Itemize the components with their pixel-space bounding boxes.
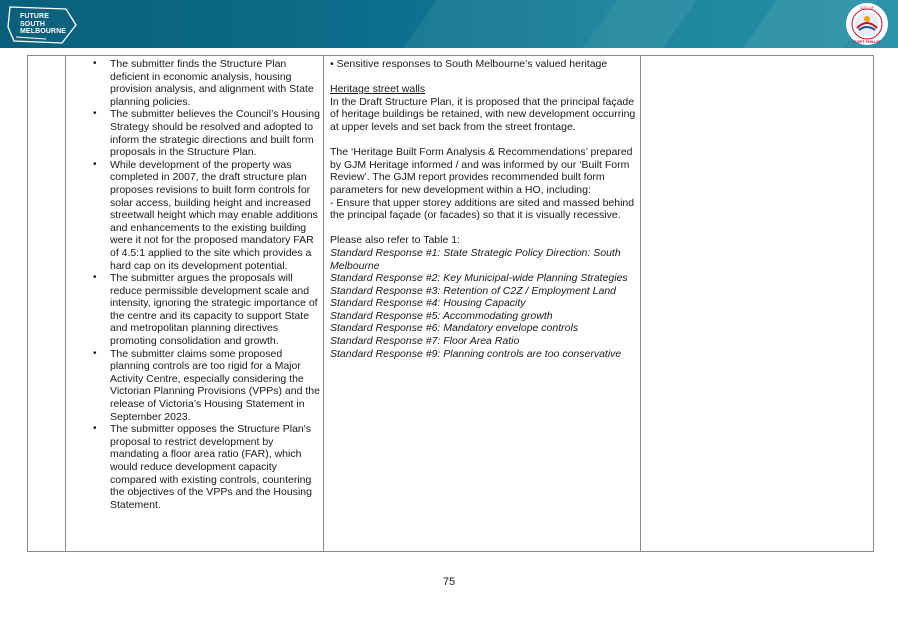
response-paragraph: The ‘Heritage Built Form Analysis & Recommendations’ prepared by GJM Heritage informed / and was informed by our ‘Built Form Review’. The GJM report provides recommended built form parameters for new development within a HO, including: <box>330 146 633 196</box>
column-divider <box>640 56 641 551</box>
list-item: • The submitter believes the Council’s Housing Strategy should be resolved and adopted to inform the strategic directions and built form proposals in the Structure Plan. <box>93 108 320 159</box>
standard-response-item: Standard Response #9: Planning controls are too conservative <box>330 347 622 360</box>
response-heritage-line: • Sensitive responses to South Melbourne’s valued heritage <box>330 58 608 70</box>
list-item: • The submitter claims some proposed planning controls are too rigid for a Major Activity Centre, especially considering the Victorian Planning Provisions (VPPs) and the release of Victoria’s Housing Statement in September 2023. <box>93 347 320 423</box>
officer-response-cell <box>330 58 640 360</box>
standard-response-item: Standard Response #7: Floor Area Ratio <box>330 335 520 348</box>
svg-text:CITY OF: CITY OF <box>859 6 875 10</box>
list-item: • While development of the property was completed in 2007, the draft structure plan proposes revisions to built form controls for solar access, building height and increased streetwall height which may enable additions and enhancements to the existing building were it not for the proposed mandatory FAR of 4.5:1 applied to the site which provides a hard cap on its development potential. <box>93 158 318 272</box>
response-paragraph: In the Draft Structure Plan, it is proposed that the principal façade of heritage buildings be retained, with new development occurring at upper levels and set back from the street frontage. <box>330 95 636 133</box>
svg-text:PORT PHILLIP: PORT PHILLIP <box>853 40 881 44</box>
heritage-street-walls-heading: Heritage street walls <box>330 83 426 96</box>
column-divider <box>323 56 324 551</box>
standard-response-item: Standard Response #4: Housing Capacity <box>330 297 526 310</box>
list-item: • The submitter finds the Structure Plan deficient in economic analysis, housing provision analysis, and alignment with State planning policies. <box>93 58 314 108</box>
submission-table <box>27 55 874 552</box>
response-paragraph: - Ensure that upper storey additions are sited and massed behind the principal façade (or facades) so that it is visually recessive. <box>330 196 635 222</box>
header-banner <box>0 0 898 48</box>
standard-response-item: Standard Response #6: Mandatory envelope controls <box>330 322 579 335</box>
logo-wordmark: FUTURE SOUTH MELBOURNE <box>20 13 67 35</box>
list-item: • The submitter opposes the Structure Plan's proposal to restrict development by mandating a floor area ratio (FAR), which would reduce development capacity compared with existing controls, countering the objectives of the VPPs and the Housing Statement. <box>93 423 312 511</box>
refer-intro: Please also refer to Table 1: <box>330 234 460 247</box>
column-divider <box>65 56 66 551</box>
standard-response-item: Standard Response #3: Retention of C2Z / Employment Land <box>330 284 617 297</box>
standard-response-item: Standard Response #5: Accommodating growth <box>330 309 553 322</box>
submission-summary-cell <box>93 56 320 511</box>
page-number: 75 <box>442 576 456 588</box>
list-item: • The submitter argues the proposals will reduce permissible development scale and intensity, ignoring the strategic importance of the centre and its capacity to support State and metropolitan planning directives promoting consolidation and growth. <box>93 272 318 348</box>
standard-response-item: Standard Response #1: State Strategic Policy Direction: South Melbourne <box>330 246 621 272</box>
standard-response-item: Standard Response #2: Key Municipal-wide Planning Strategies <box>330 272 628 285</box>
city-of-port-phillip-seal-icon <box>845 2 889 46</box>
